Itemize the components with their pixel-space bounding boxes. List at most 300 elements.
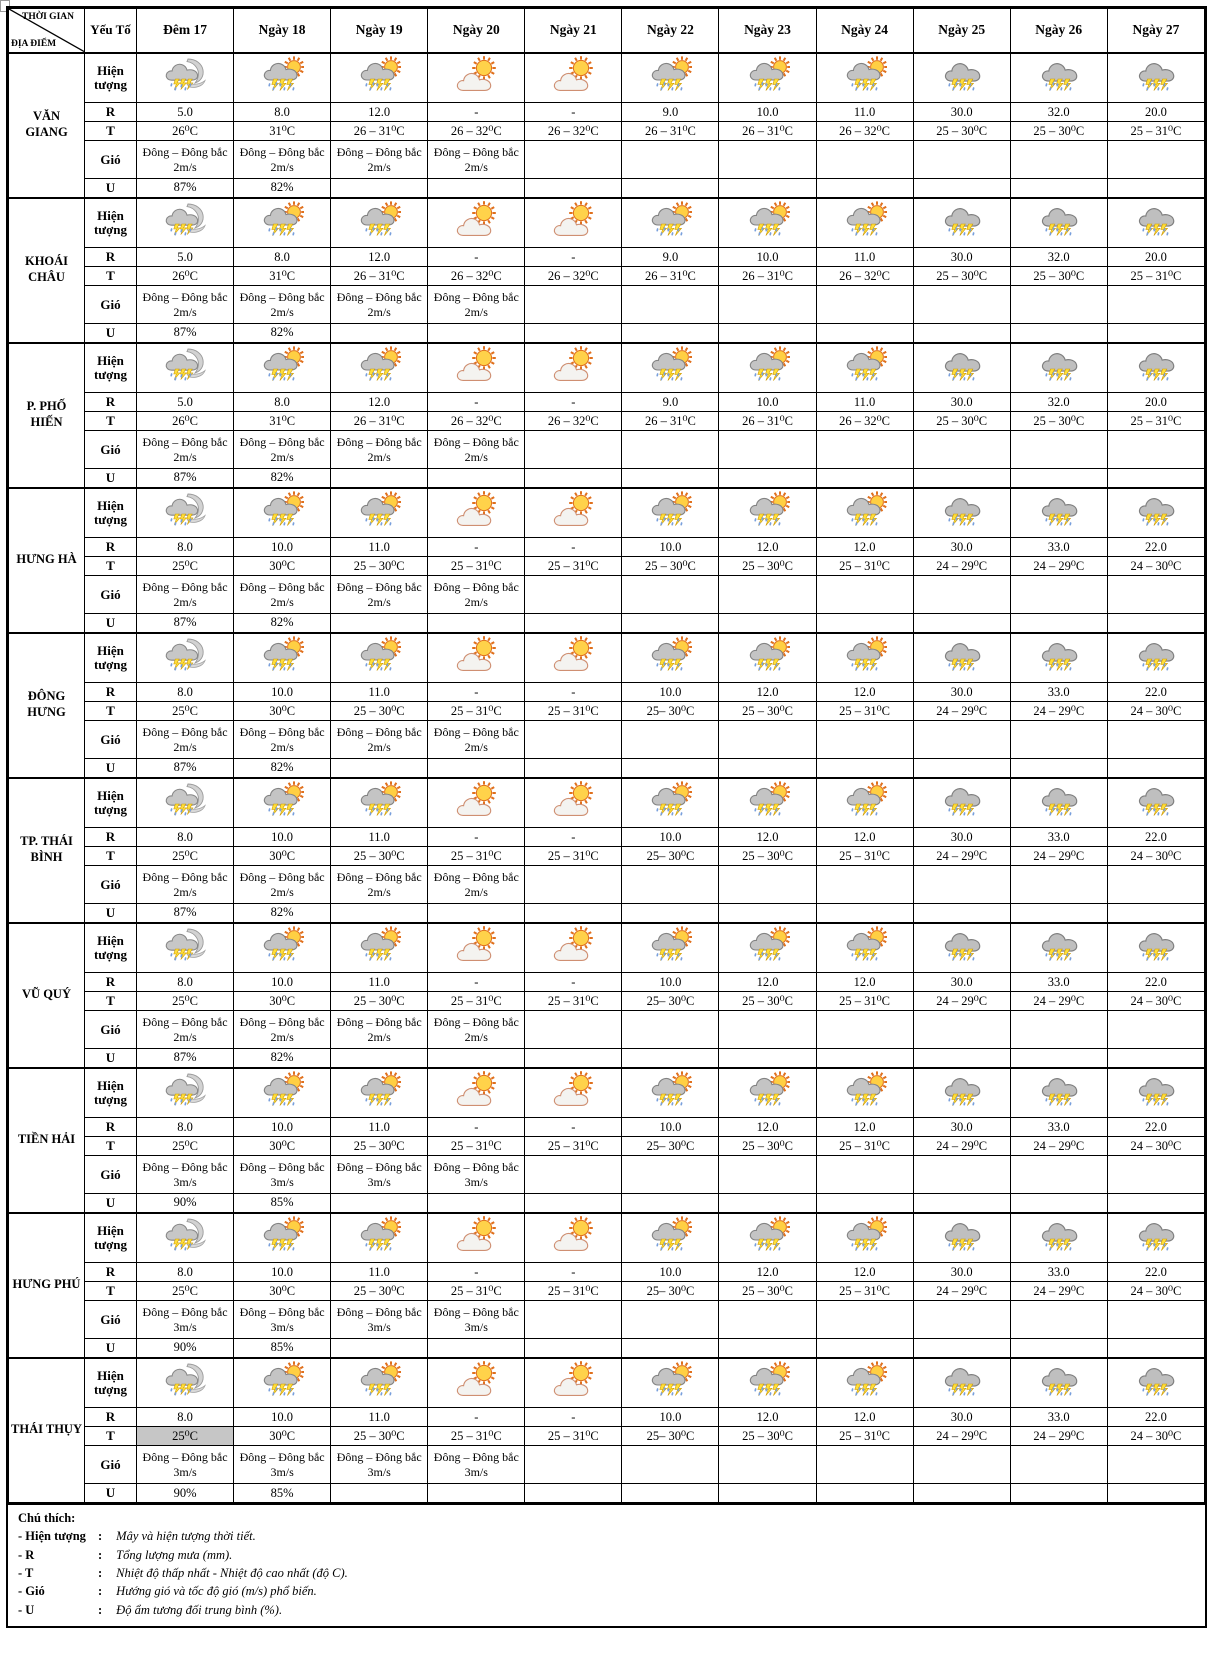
weather-icon (746, 1216, 790, 1254)
temp-value: 25– 30⁰C (622, 1427, 719, 1446)
wind-value: Đông – Đông bắc 2m/s (234, 866, 331, 904)
humidity-value (428, 179, 525, 198)
wind-value: Đông – Đông bắc 2m/s (428, 431, 525, 469)
storm-sun-icon (843, 201, 887, 239)
temp-value: 25 – 30⁰C (1010, 412, 1107, 431)
temp-value: 31⁰C (234, 267, 331, 286)
weather-icon-cell (913, 923, 1010, 973)
temp-value: 25 – 30⁰C (913, 412, 1010, 431)
day-header: Đêm 17 (137, 9, 234, 53)
weather-icon (746, 56, 790, 94)
weather-icon-cell (913, 343, 1010, 393)
weather-icon (551, 491, 595, 529)
weather-icon (163, 1361, 207, 1399)
weather-icon (163, 636, 207, 674)
rain-value: 9.0 (622, 393, 719, 412)
storm-icon (1037, 1216, 1081, 1254)
rain-value: - (525, 103, 622, 122)
storm-icon (940, 1216, 984, 1254)
weather-icon-cell (525, 778, 622, 828)
rain-value: - (428, 973, 525, 992)
rain-value: - (428, 828, 525, 847)
row-label-wind: Gió (85, 1301, 137, 1339)
row-label-wind: Gió (85, 1446, 137, 1484)
wind-value: Đông – Đông bắc 3m/s (331, 1156, 428, 1194)
temp-value: 24 – 29⁰C (913, 702, 1010, 721)
legend-item-label: - Gió (18, 1584, 45, 1599)
row-label-rain: R (85, 1118, 137, 1137)
legend-colon: : (98, 1547, 103, 1562)
weather-icon-cell (331, 923, 428, 973)
humidity-value: 82% (234, 614, 331, 633)
weather-icon-cell (137, 1068, 234, 1118)
rain-value: 32.0 (1010, 103, 1107, 122)
weather-icon-cell (913, 53, 1010, 103)
rain-value: 10.0 (234, 1118, 331, 1137)
temp-value: 26 – 32⁰C (428, 122, 525, 141)
weather-icon (454, 1361, 498, 1399)
row-label-temp: T (85, 122, 137, 141)
rain-value: 10.0 (622, 828, 719, 847)
wind-value (1010, 286, 1107, 324)
row-label-temp: T (85, 992, 137, 1011)
weather-icon-cell (1107, 923, 1204, 973)
storm-sun-icon (260, 1216, 304, 1254)
wind-value (719, 431, 816, 469)
legend-colon: : (98, 1602, 103, 1617)
rain-value: - (525, 248, 622, 267)
rain-value: 10.0 (622, 1263, 719, 1282)
legend-item-desc: Tổng lượng mưa (mm). (116, 1547, 233, 1562)
weather-icon-cell (719, 343, 816, 393)
night-storm-icon (163, 346, 207, 384)
row-label-humidity: U (85, 179, 137, 198)
weather-bulletin (6, 6, 1207, 1628)
wind-value (1010, 1011, 1107, 1049)
row-label-humidity: U (85, 614, 137, 633)
rain-value: 10.0 (622, 973, 719, 992)
temp-value: 25⁰C (137, 702, 234, 721)
wind-value: Đông – Đông bắc 2m/s (234, 431, 331, 469)
sun-cloud-icon (551, 781, 595, 819)
storm-icon (1134, 1361, 1178, 1399)
storm-sun-icon (746, 926, 790, 964)
legend-colon: : (98, 1529, 103, 1544)
wind-value (816, 721, 913, 759)
weather-icon-cell (525, 198, 622, 248)
weather-icon (940, 56, 984, 94)
weather-icon-cell (719, 633, 816, 683)
location-group (9, 53, 1205, 198)
temp-value: 30⁰C (234, 702, 331, 721)
storm-sun-icon (843, 781, 887, 819)
wind-value (913, 141, 1010, 179)
weather-icon (648, 636, 692, 674)
rain-value: 33.0 (1010, 538, 1107, 557)
rain-value: 22.0 (1107, 828, 1204, 847)
temp-value: 24 – 29⁰C (913, 1282, 1010, 1301)
location-name: KHOÁI CHÂU (9, 198, 85, 343)
row-label-rain: R (85, 103, 137, 122)
weather-icon-cell (913, 633, 1010, 683)
rain-value: 30.0 (913, 393, 1010, 412)
weather-icon-cell (525, 53, 622, 103)
rain-value: 5.0 (137, 103, 234, 122)
rain-value: 11.0 (816, 393, 913, 412)
rain-value: 12.0 (331, 248, 428, 267)
day-header: Ngày 21 (525, 9, 622, 53)
weather-icon (260, 1071, 304, 1109)
weather-icon (454, 56, 498, 94)
wind-value (622, 141, 719, 179)
temp-value: 30⁰C (234, 557, 331, 576)
sun-cloud-icon (551, 1071, 595, 1109)
weather-icon (940, 201, 984, 239)
temp-value: 25 – 30⁰C (719, 992, 816, 1011)
weather-icon (357, 1071, 401, 1109)
wind-value (913, 721, 1010, 759)
weather-icon (746, 201, 790, 239)
row-label-humidity: U (85, 324, 137, 343)
temp-value: 24 – 29⁰C (1010, 1427, 1107, 1446)
wind-value (913, 1446, 1010, 1484)
temp-value: 24 – 29⁰C (1010, 702, 1107, 721)
rain-value: 33.0 (1010, 828, 1107, 847)
night-storm-icon (163, 1361, 207, 1399)
storm-sun-icon (843, 636, 887, 674)
sun-cloud-icon (551, 926, 595, 964)
weather-icon (260, 346, 304, 384)
weather-icon (1134, 201, 1178, 239)
weather-icon-cell (816, 923, 913, 973)
temp-value: 25 – 30⁰C (913, 122, 1010, 141)
wind-value: Đông – Đông bắc 3m/s (428, 1301, 525, 1339)
location-name: ĐÔNG HƯNG (9, 633, 85, 778)
rain-value: 12.0 (719, 1408, 816, 1427)
weather-icon (843, 926, 887, 964)
wind-value (525, 286, 622, 324)
row-label-temp: T (85, 1427, 137, 1446)
humidity-value (913, 1194, 1010, 1213)
storm-sun-icon (357, 636, 401, 674)
weather-icon (357, 491, 401, 529)
rain-value: 8.0 (234, 248, 331, 267)
weather-icon (1037, 636, 1081, 674)
wind-value (719, 576, 816, 614)
weather-icon (843, 201, 887, 239)
rain-value: - (428, 538, 525, 557)
legend-item-label: - T (18, 1565, 34, 1580)
weather-icon-cell (1010, 633, 1107, 683)
storm-sun-icon (357, 491, 401, 529)
wind-value (1010, 721, 1107, 759)
weather-icon-cell (1107, 1213, 1204, 1263)
location-name: HƯNG PHÚ (9, 1213, 85, 1358)
temp-value: 26⁰C (137, 267, 234, 286)
rain-value: 12.0 (816, 683, 913, 702)
night-storm-icon (163, 926, 207, 964)
weather-icon-cell (428, 488, 525, 538)
humidity-value (1107, 904, 1204, 923)
wind-value (913, 431, 1010, 469)
weather-icon-cell (622, 488, 719, 538)
wind-value (1010, 1156, 1107, 1194)
weather-icon-cell (137, 778, 234, 828)
weather-icon-cell (719, 198, 816, 248)
storm-sun-icon (746, 201, 790, 239)
temp-value: 25 – 30⁰C (719, 1282, 816, 1301)
location-group (9, 1358, 1205, 1503)
wind-value (913, 866, 1010, 904)
rain-value: 10.0 (622, 683, 719, 702)
storm-icon (940, 926, 984, 964)
row-label-humidity: U (85, 469, 137, 488)
rain-value: 11.0 (331, 1263, 428, 1282)
wind-value (525, 141, 622, 179)
temp-value: 25 – 30⁰C (331, 1137, 428, 1156)
row-label-temp: T (85, 847, 137, 866)
temp-value: 24 – 29⁰C (913, 847, 1010, 866)
wind-value: Đông – Đông bắc 3m/s (331, 1301, 428, 1339)
wind-value: Đông – Đông bắc 2m/s (428, 721, 525, 759)
storm-icon (1134, 926, 1178, 964)
temp-value: 26 – 32⁰C (428, 267, 525, 286)
weather-icon-cell (234, 198, 331, 248)
humidity-value (1107, 469, 1204, 488)
rain-value: 33.0 (1010, 683, 1107, 702)
storm-icon (1037, 346, 1081, 384)
night-storm-icon (163, 636, 207, 674)
weather-icon (454, 926, 498, 964)
humidity-value (331, 469, 428, 488)
weather-icon-cell (234, 633, 331, 683)
storm-sun-icon (746, 56, 790, 94)
wind-value: Đông – Đông bắc 2m/s (234, 1011, 331, 1049)
rain-value: 12.0 (719, 1263, 816, 1282)
location-group (9, 343, 1205, 488)
temp-value: 26 – 31⁰C (622, 122, 719, 141)
weather-icon-cell (622, 343, 719, 393)
wind-value (816, 866, 913, 904)
wind-value (1107, 866, 1204, 904)
humidity-value (913, 1484, 1010, 1503)
weather-icon (648, 1361, 692, 1399)
day-header: Ngày 24 (816, 9, 913, 53)
storm-sun-icon (843, 491, 887, 529)
location-group (9, 1213, 1205, 1358)
weather-icon-cell (137, 1358, 234, 1408)
humidity-value (622, 469, 719, 488)
humidity-value (525, 1049, 622, 1068)
temp-value: 25 – 31⁰C (816, 992, 913, 1011)
storm-sun-icon (843, 1216, 887, 1254)
rain-value: 22.0 (1107, 1118, 1204, 1137)
temp-value: 25⁰C (137, 1427, 234, 1446)
weather-icon (843, 56, 887, 94)
weather-icon (260, 926, 304, 964)
weather-icon (260, 781, 304, 819)
weather-icon-cell (816, 488, 913, 538)
temp-value: 25⁰C (137, 1282, 234, 1301)
humidity-value: 90% (137, 1194, 234, 1213)
humidity-value (719, 324, 816, 343)
storm-icon (1134, 56, 1178, 94)
humidity-value (1107, 759, 1204, 778)
weather-icon-cell (1010, 923, 1107, 973)
weather-icon-cell (428, 198, 525, 248)
weather-icon-cell (331, 198, 428, 248)
rain-value: - (525, 393, 622, 412)
storm-icon (1037, 781, 1081, 819)
weather-icon (260, 636, 304, 674)
night-storm-icon (163, 1216, 207, 1254)
wind-value (525, 866, 622, 904)
weather-icon (648, 1071, 692, 1109)
wind-value: Đông – Đông bắc 3m/s (428, 1156, 525, 1194)
rain-value: 11.0 (816, 248, 913, 267)
location-group (9, 923, 1205, 1068)
humidity-value (1107, 179, 1204, 198)
location-group (9, 198, 1205, 343)
wind-value (525, 1156, 622, 1194)
storm-icon (1134, 636, 1178, 674)
temp-value: 25– 30⁰C (622, 992, 719, 1011)
storm-sun-icon (648, 56, 692, 94)
weather-icon-cell (234, 343, 331, 393)
storm-sun-icon (357, 781, 401, 819)
humidity-value: 90% (137, 1339, 234, 1358)
wind-value (816, 1011, 913, 1049)
temp-value: 24 – 29⁰C (913, 557, 1010, 576)
row-label-wind: Gió (85, 576, 137, 614)
humidity-value (622, 1484, 719, 1503)
temp-value: 24 – 30⁰C (1107, 992, 1204, 1011)
weather-icon-cell (234, 1213, 331, 1263)
row-label-phenomenon: Hiện tượng (85, 633, 137, 683)
storm-sun-icon (357, 56, 401, 94)
wind-value: Đông – Đông bắc 2m/s (331, 431, 428, 469)
rain-value: 32.0 (1010, 248, 1107, 267)
humidity-value (1010, 324, 1107, 343)
sun-cloud-icon (454, 926, 498, 964)
weather-icon (163, 56, 207, 94)
wind-value (525, 1011, 622, 1049)
humidity-value: 82% (234, 1049, 331, 1068)
wind-value (622, 1156, 719, 1194)
weather-icon-cell (1010, 778, 1107, 828)
weather-icon (1037, 926, 1081, 964)
rain-value: 8.0 (137, 538, 234, 557)
storm-sun-icon (260, 781, 304, 819)
humidity-value (913, 759, 1010, 778)
storm-icon (1134, 201, 1178, 239)
temp-value: 25 – 31⁰C (525, 557, 622, 576)
humidity-value (913, 1339, 1010, 1358)
storm-sun-icon (260, 491, 304, 529)
legend-item-desc: Nhiệt độ thấp nhất - Nhiệt độ cao nhất (độ C). (116, 1565, 348, 1580)
wind-value: Đông – Đông bắc 2m/s (137, 141, 234, 179)
location-name: TP. THÁI BÌNH (9, 778, 85, 923)
humidity-value (816, 614, 913, 633)
weather-icon-cell (137, 343, 234, 393)
weather-icon (551, 636, 595, 674)
weather-icon (746, 926, 790, 964)
humidity-value: 90% (137, 1484, 234, 1503)
wind-value: Đông – Đông bắc 2m/s (234, 141, 331, 179)
location-name: P. PHỐ HIẾN (9, 343, 85, 488)
weather-icon-cell (816, 633, 913, 683)
weather-icon (843, 1071, 887, 1109)
wind-value: Đông – Đông bắc 3m/s (234, 1156, 331, 1194)
weather-icon (357, 926, 401, 964)
night-storm-icon (163, 491, 207, 529)
weather-icon-cell (719, 488, 816, 538)
legend-item (18, 1601, 1195, 1619)
legend-item (18, 1582, 1195, 1600)
rain-value: 10.0 (622, 1118, 719, 1137)
row-label-humidity: U (85, 1339, 137, 1358)
weather-icon-cell (428, 1358, 525, 1408)
rain-value: 12.0 (816, 1118, 913, 1137)
rain-value: - (428, 103, 525, 122)
wind-value: Đông – Đông bắc 2m/s (331, 286, 428, 324)
wind-value (622, 1446, 719, 1484)
weather-icon (260, 1216, 304, 1254)
temp-value: 25 – 31⁰C (428, 702, 525, 721)
row-label-humidity: U (85, 904, 137, 923)
wind-value (719, 721, 816, 759)
location-name: TIỀN HẢI (9, 1068, 85, 1213)
humidity-value (1010, 1049, 1107, 1068)
sun-cloud-icon (551, 636, 595, 674)
humidity-value (428, 1049, 525, 1068)
humidity-value (816, 759, 913, 778)
rain-value: 8.0 (137, 1263, 234, 1282)
wind-value: Đông – Đông bắc 2m/s (428, 576, 525, 614)
legend (8, 1503, 1205, 1626)
wind-value: Đông – Đông bắc 2m/s (428, 141, 525, 179)
rain-value: 30.0 (913, 973, 1010, 992)
storm-sun-icon (260, 56, 304, 94)
weather-icon-cell (622, 198, 719, 248)
corner-label-place: ĐỊA ĐIỂM (11, 38, 57, 49)
rain-value: 8.0 (137, 1118, 234, 1137)
rain-value: - (525, 1263, 622, 1282)
night-storm-icon (163, 1071, 207, 1109)
storm-icon (940, 781, 984, 819)
weather-icon-cell (1010, 488, 1107, 538)
row-label-phenomenon: Hiện tượng (85, 778, 137, 828)
weather-icon (260, 201, 304, 239)
rain-value: 11.0 (331, 538, 428, 557)
wind-value: Đông – Đông bắc 3m/s (137, 1301, 234, 1339)
rain-value: 22.0 (1107, 683, 1204, 702)
weather-icon (454, 636, 498, 674)
temp-value: 25 – 31⁰C (816, 557, 913, 576)
legend-item-desc: Mây và hiện tượng thời tiết. (116, 1529, 256, 1544)
humidity-value (331, 1339, 428, 1358)
temp-value: 25– 30⁰C (622, 1137, 719, 1156)
rain-value: 12.0 (331, 103, 428, 122)
temp-value: 24 – 29⁰C (913, 1137, 1010, 1156)
weather-icon (1037, 201, 1081, 239)
rain-value: 12.0 (816, 538, 913, 557)
storm-icon (940, 491, 984, 529)
storm-icon (1037, 56, 1081, 94)
temp-value: 25 – 30⁰C (1010, 267, 1107, 286)
weather-icon-cell (816, 778, 913, 828)
location-group (9, 1068, 1205, 1213)
